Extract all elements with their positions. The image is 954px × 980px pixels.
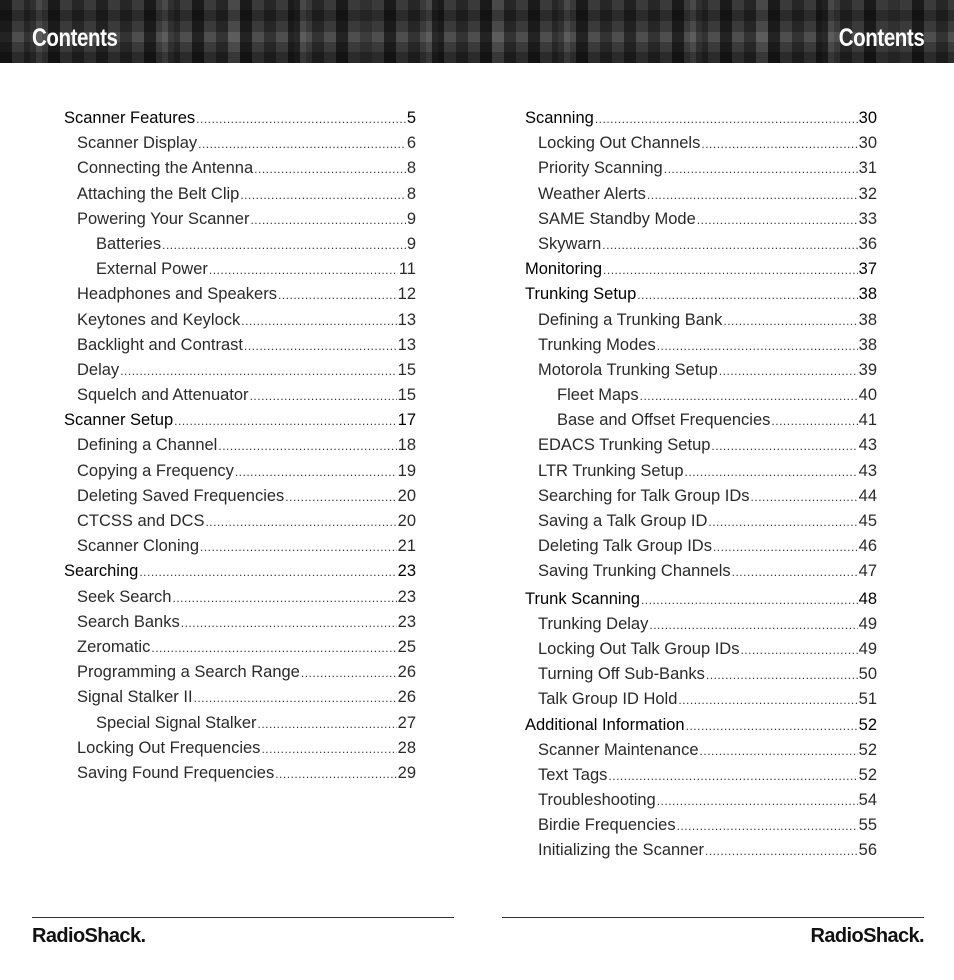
toc-entry-title: Locking Out Channels	[538, 134, 701, 153]
toc-page-number: 26	[397, 663, 416, 682]
toc-entry[interactable]	[64, 383, 416, 408]
toc-page-number: 5	[406, 109, 416, 127]
toc-leader-dots	[258, 712, 397, 737]
toc-page-number: 36	[858, 234, 877, 253]
toc-entry[interactable]	[64, 282, 416, 307]
toc-leader-dots	[701, 132, 857, 157]
toc-entry[interactable]	[525, 763, 877, 788]
toc-entry-title: Trunking Setup	[525, 285, 637, 304]
toc-leader-dots	[602, 233, 857, 258]
toc-leader-dots	[713, 535, 858, 560]
toc-entry-title: LTR Trunking Setup	[538, 461, 684, 480]
toc-page-number: 48	[858, 589, 877, 608]
toc-entry[interactable]	[525, 182, 877, 207]
toc-entry-title: Keytones and Keylock	[77, 310, 241, 329]
toc-entry-title: Defining a Channel	[77, 436, 218, 455]
toc-entry-title: Scanner Maintenance	[538, 740, 699, 759]
toc-entry[interactable]	[525, 559, 877, 584]
toc-page-number: 38	[858, 335, 877, 354]
toc-entry-title: Troubleshooting	[538, 791, 656, 810]
toc-page-number: 23	[397, 562, 416, 581]
toc-leader-dots	[705, 839, 858, 864]
toc-page-number: 49	[858, 639, 877, 658]
toc-leader-dots	[641, 588, 858, 613]
toc-leader-dots	[685, 460, 858, 485]
toc-leader-dots	[181, 611, 397, 636]
toc-entry[interactable]	[64, 131, 416, 156]
toc-entry[interactable]	[64, 585, 416, 610]
toc-entry[interactable]	[525, 813, 877, 838]
toc-entry[interactable]	[525, 637, 877, 662]
toc-entry-title: Batteries	[96, 234, 162, 253]
footer-divider-left	[32, 917, 454, 918]
toc-page-number: 40	[858, 386, 877, 405]
toc-leader-dots	[678, 688, 857, 713]
toc-entry[interactable]	[525, 838, 877, 863]
toc-entry-title: Search Banks	[77, 612, 180, 631]
toc-entry-title: Copying a Frequency	[77, 461, 234, 480]
toc-leader-dots	[603, 258, 858, 283]
toc-leader-dots	[657, 789, 858, 814]
toc-leader-dots	[285, 485, 396, 510]
toc-page-number: 38	[858, 285, 877, 304]
toc-leader-dots	[649, 613, 857, 638]
toc-page-number: 38	[858, 310, 877, 329]
toc-page-number: 30	[858, 109, 877, 127]
toc-entry[interactable]	[525, 788, 877, 813]
toc-leader-dots	[664, 157, 858, 182]
toc-leader-dots	[198, 132, 406, 157]
toc-entry-title: Signal Stalker II	[77, 688, 193, 707]
toc-entry[interactable]	[64, 484, 416, 509]
toc-leader-dots	[120, 359, 396, 384]
toc-entry[interactable]	[525, 131, 877, 156]
toc-page-number: 12	[397, 285, 416, 304]
toc-entry[interactable]	[525, 433, 877, 458]
toc-leader-dots	[595, 107, 858, 132]
toc-leader-dots	[218, 434, 396, 459]
toc-leader-dots	[711, 434, 857, 459]
toc-leader-dots	[608, 764, 857, 789]
toc-leader-dots	[708, 510, 857, 535]
toc-leader-dots	[174, 409, 396, 434]
toc-page-number: 20	[397, 486, 416, 505]
toc-entry-title: Connecting the Antenna	[77, 159, 254, 178]
toc-leader-dots	[686, 714, 858, 739]
toc-leader-dots	[139, 560, 396, 585]
toc-entry-title: Powering Your Scanner	[77, 209, 250, 228]
toc-leader-dots	[657, 334, 858, 359]
toc-entry[interactable]	[525, 713, 877, 738]
toc-entry[interactable]	[525, 509, 877, 534]
toc-entry-title: Turning Off Sub-Banks	[538, 665, 705, 684]
toc-leader-dots	[719, 359, 858, 384]
toc-leader-dots	[235, 460, 397, 485]
toc-entry-title: SAME Standby Mode	[538, 209, 696, 228]
toc-leader-dots	[205, 510, 396, 535]
toc-entry-title: Locking Out Talk Group IDs	[538, 639, 740, 658]
toc-entry[interactable]	[64, 232, 416, 257]
toc-page-number: 13	[397, 335, 416, 354]
toc-leader-dots	[200, 535, 397, 560]
toc-entry[interactable]	[525, 358, 877, 383]
toc-entry[interactable]	[64, 207, 416, 232]
toc-entry-title: Scanner Setup	[64, 411, 174, 430]
toc-entry-title: Scanning	[525, 109, 594, 127]
toc-page-number: 15	[397, 386, 416, 405]
toc-page-number: 25	[397, 637, 416, 656]
toc-entry-title: Priority Scanning	[538, 159, 663, 178]
toc-entry[interactable]	[64, 534, 416, 559]
toc-entry-title: Saving Trunking Channels	[538, 562, 731, 581]
toc-page-number: 8	[406, 184, 416, 203]
toc-entry[interactable]	[64, 257, 416, 282]
toc-page-number: 17	[397, 411, 416, 430]
toc-entry[interactable]	[525, 738, 877, 763]
toc-page-number: 52	[858, 715, 877, 734]
toc-page-number: 23	[397, 587, 416, 606]
toc-entry[interactable]	[525, 459, 877, 484]
toc-entry[interactable]	[64, 156, 416, 181]
toc-page-number: 19	[397, 461, 416, 480]
toc-page-number: 15	[397, 360, 416, 379]
toc-page-number: 56	[858, 841, 877, 860]
toc-entry-title: Trunking Delay	[538, 614, 649, 633]
toc-entry-title: Weather Alerts	[538, 184, 646, 203]
toc-entry[interactable]	[64, 308, 416, 333]
toc-page-number: 28	[397, 738, 416, 757]
toc-entry-title: Delay	[77, 360, 120, 379]
toc-entry-title: Monitoring	[525, 260, 603, 279]
toc-entry-title: Text Tags	[538, 765, 608, 784]
toc-leader-dots	[697, 208, 858, 233]
toc-page-number: 23	[397, 612, 416, 631]
toc-page-number: 11	[398, 260, 416, 279]
toc-entry[interactable]	[525, 662, 877, 687]
toc-entry-title: Scanner Cloning	[77, 537, 199, 556]
toc-leader-dots	[700, 739, 858, 764]
toc-entry-title: Deleting Saved Frequencies	[77, 486, 285, 505]
toc-entry-title: Talk Group ID Hold	[538, 690, 678, 709]
toc-entry-title: EDACS Trunking Setup	[538, 436, 711, 455]
toc-page-number: 32	[858, 184, 877, 203]
toc-entry[interactable]	[525, 156, 877, 181]
toc-entry[interactable]	[525, 308, 877, 333]
toc-leader-dots	[637, 283, 857, 308]
toc-page-number: 18	[397, 436, 416, 455]
brand-logo-right: RadioShack.	[810, 925, 924, 947]
toc-leader-dots	[751, 485, 858, 510]
toc-entry[interactable]	[525, 534, 877, 559]
toc-leader-dots	[740, 638, 857, 663]
toc-right-column	[525, 106, 877, 864]
toc-entry-title: Trunking Modes	[538, 335, 656, 354]
toc-entry-title: Birdie Frequencies	[538, 816, 676, 835]
toc-page-number: 52	[858, 765, 877, 784]
toc-entry-title: Zeromatic	[77, 637, 151, 656]
toc-entry-title: Fleet Maps	[557, 386, 639, 405]
toc-entry-title: Special Signal Stalker	[96, 713, 257, 732]
toc-page-number: 51	[858, 690, 877, 709]
toc-entry[interactable]	[64, 610, 416, 635]
toc-page-number: 52	[858, 740, 877, 759]
toc-leader-dots	[250, 208, 405, 233]
toc-entry[interactable]	[525, 687, 877, 712]
toc-entry[interactable]	[64, 635, 416, 660]
toc-page-number: 30	[858, 134, 877, 153]
toc-entry[interactable]	[64, 358, 416, 383]
toc-leader-dots	[250, 384, 397, 409]
toc-page-number: 8	[406, 159, 416, 178]
toc-leader-dots	[647, 183, 858, 208]
toc-leader-dots	[151, 636, 396, 661]
toc-entry-title: Base and Offset Frequencies	[557, 411, 771, 430]
toc-entry[interactable]	[525, 257, 877, 282]
toc-leader-dots	[732, 560, 858, 585]
toc-entry-title: Scanner Features	[64, 109, 196, 127]
toc-page-number: 27	[397, 713, 416, 732]
toc-entry[interactable]	[64, 559, 416, 584]
toc-page-number: 43	[858, 436, 877, 455]
toc-leader-dots	[301, 661, 397, 686]
toc-entry-title: Saving Found Frequencies	[77, 763, 275, 782]
toc-entry[interactable]	[64, 509, 416, 534]
toc-page-number: 49	[858, 614, 877, 633]
toc-entry-title: Motorola Trunking Setup	[538, 360, 718, 379]
toc-entry-title: Initializing the Scanner	[538, 841, 705, 860]
toc-leader-dots	[172, 586, 396, 611]
toc-leader-dots	[254, 157, 406, 182]
toc-entry[interactable]	[64, 459, 416, 484]
toc-page-number: 29	[397, 763, 416, 782]
toc-page-number: 9	[406, 209, 416, 228]
toc-entry-title: Searching	[64, 562, 139, 581]
footer-divider-right	[502, 917, 924, 918]
toc-entry[interactable]	[525, 333, 877, 358]
toc-entry[interactable]	[525, 484, 877, 509]
toc-entry[interactable]	[64, 106, 416, 131]
toc-page-number: 33	[858, 209, 877, 228]
toc-entry-title: Backlight and Contrast	[77, 335, 244, 354]
toc-page-number: 9	[406, 234, 416, 253]
toc-entry[interactable]	[64, 736, 416, 761]
toc-page-number: 41	[858, 411, 877, 430]
toc-entry-title: Headphones and Speakers	[77, 285, 277, 304]
toc-entry-title: Scanner Display	[77, 134, 198, 153]
toc-entry[interactable]	[64, 660, 416, 685]
toc-entry[interactable]	[64, 182, 416, 207]
toc-page-number: 47	[858, 562, 877, 581]
toc-entry[interactable]	[64, 761, 416, 786]
toc-entry-title: Defining a Trunking Bank	[538, 310, 723, 329]
toc-entry-title: Skywarn	[538, 234, 602, 253]
toc-entry-title: Programming a Search Range	[77, 663, 300, 682]
toc-page-number: 44	[858, 486, 877, 505]
toc-leader-dots	[261, 737, 396, 762]
toc-entry[interactable]	[64, 408, 416, 433]
toc-page-number: 54	[858, 791, 877, 810]
toc-page-number: 31	[858, 159, 877, 178]
toc-leader-dots	[209, 258, 398, 283]
toc-entry-title: Seek Search	[77, 587, 172, 606]
toc-page-number: 46	[858, 537, 877, 556]
toc-leader-dots	[706, 663, 858, 688]
toc-leader-dots	[162, 233, 406, 258]
toc-page-number: 55	[858, 816, 877, 835]
toc-entry[interactable]	[525, 207, 877, 232]
toc-entry[interactable]	[525, 232, 877, 257]
page-title-left: Contents	[32, 24, 118, 52]
toc-entry-title: Additional Information	[525, 715, 685, 734]
toc-entry[interactable]	[64, 433, 416, 458]
toc-entry[interactable]	[64, 711, 416, 736]
toc-leader-dots	[278, 283, 397, 308]
toc-entry[interactable]	[64, 685, 416, 710]
toc-page-number: 20	[397, 512, 416, 530]
toc-leader-dots	[640, 384, 858, 409]
toc-entry-title: Trunk Scanning	[525, 589, 640, 608]
toc-page-number: 45	[858, 512, 877, 530]
toc-leader-dots	[677, 814, 858, 839]
toc-entry[interactable]	[525, 383, 877, 408]
toc-leader-dots	[241, 309, 396, 334]
toc-page-number: 13	[397, 310, 416, 329]
toc-entry-title: Attaching the Belt Clip	[77, 184, 240, 203]
header-banner	[0, 0, 954, 63]
toc-page-number: 50	[858, 665, 877, 684]
toc-leader-dots	[196, 107, 406, 132]
toc-entry-title: CTCSS and DCS	[77, 512, 205, 530]
toc-entry[interactable]	[525, 282, 877, 307]
toc-page-number: 26	[397, 688, 416, 707]
toc-entry[interactable]	[525, 587, 877, 612]
toc-entry-title: Saving a Talk Group ID	[538, 512, 708, 530]
brand-logo-left: RadioShack.	[32, 925, 146, 947]
page-title-right: Contents	[838, 24, 924, 52]
toc-leader-dots	[194, 686, 397, 711]
toc-leader-dots	[771, 409, 857, 434]
toc-leader-dots	[244, 334, 397, 359]
toc-left-column	[64, 106, 416, 786]
toc-entry-title: Squelch and Attenuator	[77, 386, 249, 405]
toc-page-number: 21	[397, 537, 416, 556]
toc-entry-title: Deleting Talk Group IDs	[538, 537, 712, 556]
toc-entry[interactable]	[525, 106, 877, 131]
toc-page-number: 37	[858, 260, 877, 279]
toc-page-number: 43	[858, 461, 877, 480]
toc-entry-title: Locking Out Frequencies	[77, 738, 261, 757]
toc-leader-dots	[240, 183, 405, 208]
toc-leader-dots	[275, 762, 396, 787]
toc-entry-title: Searching for Talk Group IDs	[538, 486, 750, 505]
toc-page-number: 39	[858, 360, 877, 379]
toc-entry[interactable]	[64, 333, 416, 358]
toc-page-number: 6	[406, 134, 416, 153]
toc-leader-dots	[723, 309, 857, 334]
toc-entry-title: External Power	[96, 260, 208, 279]
toc-entry[interactable]	[525, 612, 877, 637]
toc-entry[interactable]	[525, 408, 877, 433]
